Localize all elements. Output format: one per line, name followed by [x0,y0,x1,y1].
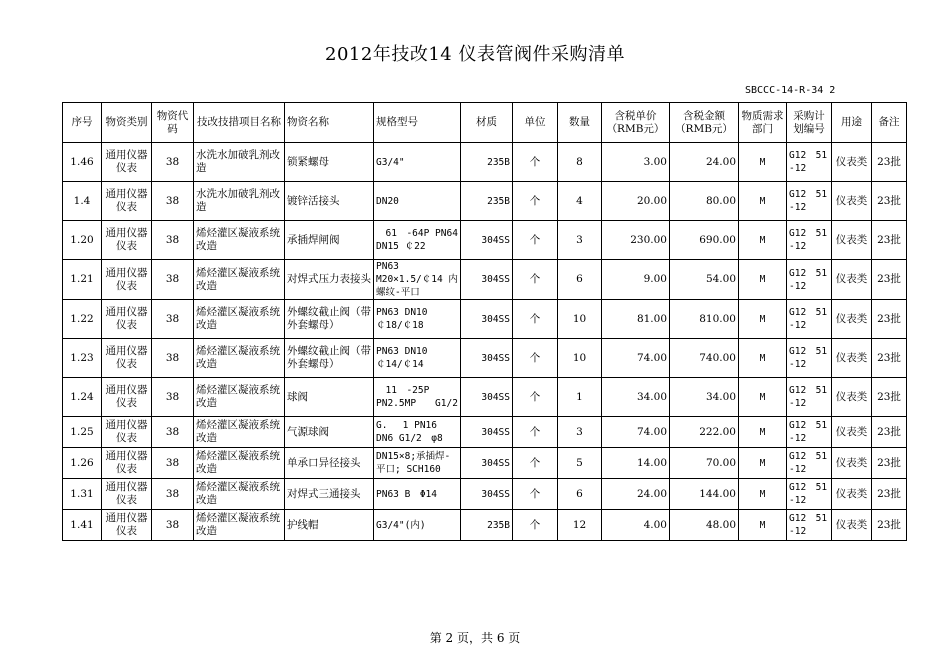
cell-use: 仪表类 [832,221,872,260]
cell-no: 1.23 [63,339,102,378]
cell-no: 1.24 [63,378,102,417]
cell-code: 38 [152,300,194,339]
cell-dept: M [739,260,787,300]
cell-spec: DN20 [374,182,461,221]
cell-project: 烯烃灌区凝液系统改造 [194,448,285,479]
cell-code: 38 [152,479,194,510]
cell-no: 1.26 [63,448,102,479]
cell-price: 34.00 [602,378,670,417]
cell-use: 仪表类 [832,143,872,182]
cell-note: 23批 [872,221,907,260]
cell-name: 镀锌活接头 [285,182,374,221]
cell-amount: 80.00 [670,182,739,221]
cell-project: 烯烃灌区凝液系统改造 [194,479,285,510]
cell-plan: G12 51 -12 [787,417,832,448]
cell-dept: M [739,221,787,260]
cell-note: 23批 [872,510,907,541]
cell-project: 烯烃灌区凝液系统改造 [194,417,285,448]
header-cell: 含税金额（RMB元） [670,103,739,143]
cell-no: 1.41 [63,510,102,541]
cell-name: 单承口异径接头 [285,448,374,479]
cell-price: 3.00 [602,143,670,182]
cell-note: 23批 [872,339,907,378]
cell-amount: 34.00 [670,378,739,417]
cell-dept: M [739,339,787,378]
cell-unit: 个 [513,221,558,260]
cell-amount: 740.00 [670,339,739,378]
cell-price: 74.00 [602,339,670,378]
header-cell: 单位 [513,103,558,143]
cell-unit: 个 [513,479,558,510]
header-cell: 物质需求部门 [739,103,787,143]
page-footer: 第 2 页，共 6 页 [429,631,521,645]
header-cell: 材质 [461,103,513,143]
cell-amount: 810.00 [670,300,739,339]
cell-code: 38 [152,448,194,479]
cell-cat: 通用仪器仪表 [102,182,152,221]
cell-use: 仪表类 [832,260,872,300]
header-cell: 备注 [872,103,907,143]
cell-spec: G3/4" [374,143,461,182]
table-row [63,339,907,378]
cell-material: 235B [461,510,513,541]
cell-price: 74.00 [602,417,670,448]
cell-material: 304SS [461,260,513,300]
cell-cat: 通用仪器仪表 [102,260,152,300]
cell-note: 23批 [872,182,907,221]
cell-qty: 8 [558,143,602,182]
cell-price: 9.00 [602,260,670,300]
cell-code: 38 [152,417,194,448]
cell-unit: 个 [513,260,558,300]
header-cell: 数量 [558,103,602,143]
cell-cat: 通用仪器仪表 [102,143,152,182]
cell-qty: 1 [558,378,602,417]
cell-material: 304SS [461,300,513,339]
header-cell: 物资类别 [102,103,152,143]
cell-spec: PN63 DN10 ￠14/￠14 [374,339,461,378]
cell-unit: 个 [513,143,558,182]
cell-no: 1.4 [63,182,102,221]
cell-project: 水洗水加破乳剂改造 [194,182,285,221]
cell-name: 承插焊闸阀 [285,221,374,260]
cell-no: 1.22 [63,300,102,339]
cell-name: 球阀 [285,378,374,417]
cell-note: 23批 [872,260,907,300]
cell-qty: 10 [558,300,602,339]
cell-unit: 个 [513,339,558,378]
cell-plan: G12 51 -12 [787,300,832,339]
cell-plan: G12 51 -12 [787,182,832,221]
table-row [63,510,907,541]
cell-name: 锁紧螺母 [285,143,374,182]
cell-qty: 3 [558,221,602,260]
cell-qty: 5 [558,448,602,479]
cell-material: 235B [461,143,513,182]
cell-cat: 通用仪器仪表 [102,448,152,479]
cell-cat: 通用仪器仪表 [102,300,152,339]
cell-price: 20.00 [602,182,670,221]
page-title: 2012年技改14 仪表管阀件采购清单 [325,44,625,65]
cell-use: 仪表类 [832,378,872,417]
cell-project: 烯烃灌区凝液系统改造 [194,378,285,417]
cell-dept: M [739,300,787,339]
cell-note: 23批 [872,417,907,448]
header-cell: 用途 [832,103,872,143]
document-number: SBCCC-14-R-34 2 [745,85,836,96]
cell-unit: 个 [513,417,558,448]
table-row [63,417,907,448]
cell-cat: 通用仪器仪表 [102,479,152,510]
cell-price: 24.00 [602,479,670,510]
cell-use: 仪表类 [832,479,872,510]
cell-price: 230.00 [602,221,670,260]
cell-spec: PN63 M20×1.5/￠14 内螺纹-平口 [374,260,461,300]
cell-unit: 个 [513,300,558,339]
cell-use: 仪表类 [832,448,872,479]
cell-price: 4.00 [602,510,670,541]
header-cell: 采购计划编号 [787,103,832,143]
cell-material: 304SS [461,448,513,479]
cell-project: 烯烃灌区凝液系统改造 [194,339,285,378]
cell-project: 烯烃灌区凝液系统改造 [194,300,285,339]
cell-plan: G12 51 -12 [787,510,832,541]
cell-qty: 12 [558,510,602,541]
header-cell: 序号 [63,103,102,143]
cell-qty: 10 [558,339,602,378]
cell-dept: M [739,378,787,417]
cell-spec: 61 -64P PN64 DN15 ￠22 [374,221,461,260]
cell-spec: 11 -25P PN2.5MP G1/2 [374,378,461,417]
cell-code: 38 [152,221,194,260]
cell-name: 护线帽 [285,510,374,541]
cell-no: 1.20 [63,221,102,260]
cell-cat: 通用仪器仪表 [102,417,152,448]
cell-plan: G12 51 -12 [787,260,832,300]
cell-note: 23批 [872,378,907,417]
cell-cat: 通用仪器仪表 [102,221,152,260]
header-cell: 物资名称 [285,103,374,143]
cell-cat: 通用仪器仪表 [102,510,152,541]
cell-dept: M [739,182,787,221]
table-row [63,300,907,339]
cell-plan: G12 51 -12 [787,221,832,260]
table-row [63,182,907,221]
cell-no: 1.31 [63,479,102,510]
cell-material: 304SS [461,221,513,260]
cell-amount: 24.00 [670,143,739,182]
cell-unit: 个 [513,448,558,479]
cell-project: 烯烃灌区凝液系统改造 [194,221,285,260]
cell-plan: G12 51 -12 [787,143,832,182]
table-row [63,221,907,260]
cell-no: 1.25 [63,417,102,448]
cell-amount: 48.00 [670,510,739,541]
cell-unit: 个 [513,510,558,541]
cell-name: 气源球阀 [285,417,374,448]
table-header-row [63,103,907,143]
table-row [63,143,907,182]
cell-project: 水洗水加破乳剂改造 [194,143,285,182]
cell-material: 304SS [461,479,513,510]
cell-use: 仪表类 [832,339,872,378]
cell-material: 304SS [461,378,513,417]
cell-amount: 222.00 [670,417,739,448]
cell-qty: 6 [558,479,602,510]
cell-no: 1.21 [63,260,102,300]
cell-use: 仪表类 [832,417,872,448]
cell-dept: M [739,417,787,448]
cell-note: 23批 [872,300,907,339]
cell-plan: G12 51 -12 [787,479,832,510]
cell-cat: 通用仪器仪表 [102,378,152,417]
cell-price: 81.00 [602,300,670,339]
cell-spec: G3/4"(内) [374,510,461,541]
cell-code: 38 [152,339,194,378]
cell-qty: 4 [558,182,602,221]
table-row [63,378,907,417]
cell-name: 外螺纹截止阀（带外套螺母） [285,339,374,378]
cell-plan: G12 51 -12 [787,448,832,479]
cell-spec: DN15×8;承插焊-平口; SCH160 [374,448,461,479]
cell-code: 38 [152,260,194,300]
cell-note: 23批 [872,448,907,479]
cell-no: 1.46 [63,143,102,182]
table-row [63,260,907,300]
cell-plan: G12 51 -12 [787,339,832,378]
cell-unit: 个 [513,182,558,221]
cell-name: 对焊式压力表接头 [285,260,374,300]
cell-plan: G12 51 -12 [787,378,832,417]
cell-name: 外螺纹截止阀（带外套螺母） [285,300,374,339]
cell-note: 23批 [872,479,907,510]
cell-qty: 3 [558,417,602,448]
cell-amount: 54.00 [670,260,739,300]
cell-dept: M [739,479,787,510]
cell-name: 对焊式三通接头 [285,479,374,510]
cell-spec: G. 1 PN16 DN6 G1/2 φ8 [374,417,461,448]
cell-use: 仪表类 [832,300,872,339]
cell-cat: 通用仪器仪表 [102,339,152,378]
table-row [63,448,907,479]
cell-dept: M [739,510,787,541]
cell-project: 烯烃灌区凝液系统改造 [194,510,285,541]
cell-code: 38 [152,143,194,182]
cell-use: 仪表类 [832,510,872,541]
header-cell: 含税单价（RMB元） [602,103,670,143]
cell-spec: PN63 DN10 ￠18/￠18 [374,300,461,339]
cell-amount: 690.00 [670,221,739,260]
cell-spec: PN63 B Φ14 [374,479,461,510]
cell-amount: 144.00 [670,479,739,510]
cell-material: 304SS [461,417,513,448]
cell-dept: M [739,448,787,479]
cell-code: 38 [152,378,194,417]
header-cell: 物资代码 [152,103,194,143]
cell-material: 304SS [461,339,513,378]
table-row [63,479,907,510]
header-cell: 技改技措项目名称 [194,103,285,143]
cell-material: 235B [461,182,513,221]
header-cell: 规格型号 [374,103,461,143]
cell-note: 23批 [872,143,907,182]
cell-code: 38 [152,510,194,541]
cell-unit: 个 [513,378,558,417]
cell-project: 烯烃灌区凝液系统改造 [194,260,285,300]
cell-amount: 70.00 [670,448,739,479]
cell-use: 仪表类 [832,182,872,221]
cell-qty: 6 [558,260,602,300]
cell-code: 38 [152,182,194,221]
cell-price: 14.00 [602,448,670,479]
cell-dept: M [739,143,787,182]
procurement-table [62,102,907,541]
